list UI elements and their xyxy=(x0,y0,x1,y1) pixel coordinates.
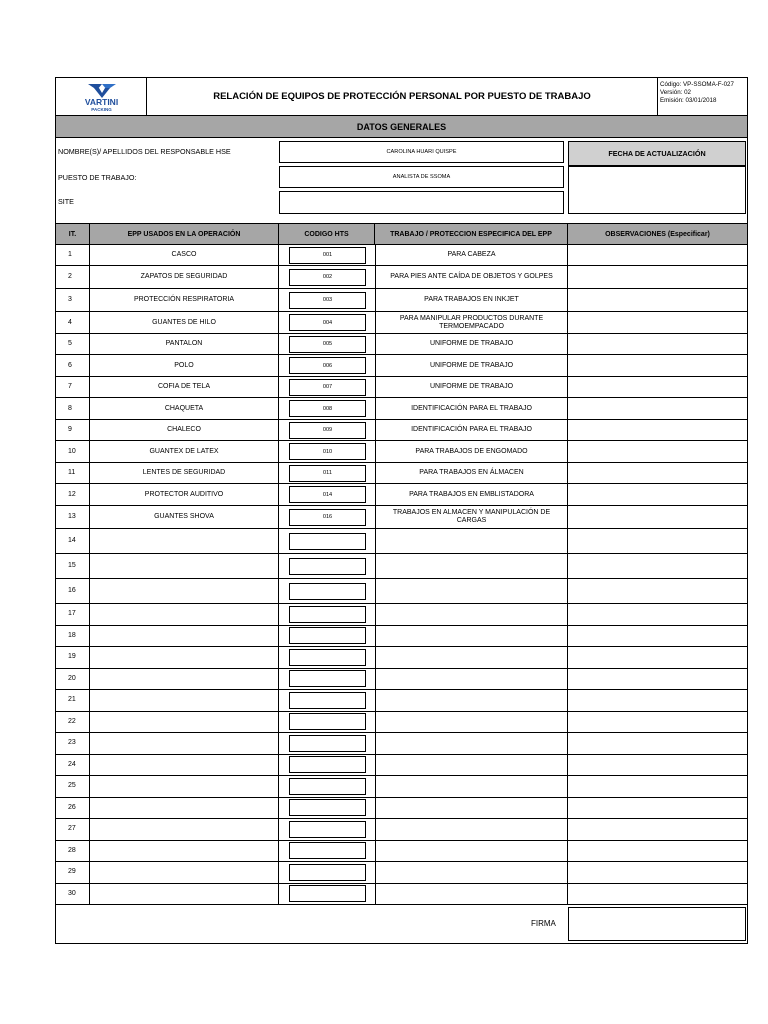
doc-emission: Emisión: 03/01/2018 xyxy=(660,97,717,104)
row-codigo-field[interactable] xyxy=(289,842,366,859)
table-row xyxy=(56,604,747,626)
row-codigo-cell xyxy=(288,420,367,440)
row-item-number: 13 xyxy=(56,506,90,528)
table-row xyxy=(56,377,747,398)
row-epp-cell[interactable]: GUANTES SHOVA xyxy=(90,506,279,528)
row-epp-cell[interactable]: PANTALON xyxy=(90,334,279,354)
row-item-number: 9 xyxy=(56,420,90,440)
row-trabajo-cell[interactable] xyxy=(375,554,568,578)
col-header-it: IT. xyxy=(56,224,90,244)
row-codigo-cell xyxy=(288,841,367,862)
row-item-number: 28 xyxy=(56,841,90,862)
row-codigo-cell xyxy=(288,669,367,690)
table-row xyxy=(56,529,747,554)
row-codigo-cell xyxy=(288,529,367,553)
table-row xyxy=(56,420,747,441)
row-item-number: 17 xyxy=(56,604,90,625)
row-codigo-field[interactable]: 014 xyxy=(289,486,366,503)
row-epp-cell[interactable] xyxy=(90,647,279,668)
row-epp-cell[interactable] xyxy=(90,755,279,776)
col-header-observaciones: OBSERVACIONES (Especificar) xyxy=(605,230,710,238)
row-trabajo-cell[interactable]: PARA MANIPULAR PRODUCTOS DURANTE TERMOEMPACADO xyxy=(375,312,568,333)
puesto-label: PUESTO DE TRABAJO: xyxy=(58,173,137,182)
row-trabajo-cell[interactable]: IDENTIFICACIÓN PARA EL TRABAJO xyxy=(375,398,568,419)
row-epp-cell[interactable]: PROTECTOR AUDITIVO xyxy=(90,484,279,505)
doc-version: Versión: 02 xyxy=(660,89,691,96)
responsable-label: NOMBRE(S)/ APELLIDOS DEL RESPONSABLE HSE xyxy=(58,147,231,156)
row-codigo-field[interactable] xyxy=(289,606,366,623)
row-epp-cell[interactable]: CHALECO xyxy=(90,420,279,440)
row-trabajo-cell[interactable]: UNIFORME DE TRABAJO xyxy=(375,355,568,376)
row-trabajo-cell[interactable] xyxy=(375,776,568,797)
row-observaciones-cell[interactable] xyxy=(568,884,747,905)
table-row xyxy=(56,884,747,906)
row-item-number: 7 xyxy=(56,377,90,397)
table-row xyxy=(56,776,747,798)
row-codigo-field[interactable]: 003 xyxy=(289,292,366,309)
row-codigo-cell xyxy=(288,289,367,311)
row-codigo-cell xyxy=(288,266,367,288)
row-observaciones-cell[interactable] xyxy=(568,755,747,776)
row-epp-cell[interactable] xyxy=(90,554,279,578)
row-trabajo-cell[interactable]: IDENTIFICACIÓN PARA EL TRABAJO xyxy=(375,420,568,440)
row-observaciones-cell[interactable] xyxy=(568,776,747,797)
row-epp-cell[interactable]: CHAQUETA xyxy=(90,398,279,419)
table-row xyxy=(56,398,747,420)
row-trabajo-cell[interactable] xyxy=(375,862,568,883)
row-trabajo-cell[interactable] xyxy=(375,579,568,603)
table-row xyxy=(56,441,747,463)
row-codigo-cell xyxy=(288,604,367,625)
col-header-codigo: CODIGO HTS xyxy=(279,224,375,244)
row-item-number: 20 xyxy=(56,669,90,690)
logo-sub: PACKING xyxy=(91,107,112,112)
row-codigo-cell xyxy=(288,819,367,840)
table-row xyxy=(56,733,747,755)
col-header-epp: EPP USADOS EN LA OPERACIÓN xyxy=(90,224,279,244)
row-epp-cell[interactable] xyxy=(90,776,279,797)
row-codigo-field[interactable]: 001 xyxy=(289,247,366,264)
row-trabajo-cell[interactable] xyxy=(375,798,568,819)
row-codigo-cell xyxy=(288,798,367,819)
row-observaciones-cell[interactable] xyxy=(568,862,747,883)
row-item-number: 1 xyxy=(56,245,90,265)
row-observaciones-cell[interactable] xyxy=(568,579,747,603)
table-row xyxy=(56,506,747,529)
row-item-number: 6 xyxy=(56,355,90,376)
table-row xyxy=(56,690,747,712)
row-trabajo-cell[interactable] xyxy=(375,755,568,776)
row-codigo-field[interactable] xyxy=(289,649,366,666)
row-codigo-field[interactable]: 002 xyxy=(289,269,366,286)
row-codigo-field[interactable] xyxy=(289,735,366,752)
row-item-number: 24 xyxy=(56,755,90,776)
firma-label: FIRMA xyxy=(531,919,556,928)
row-codigo-cell xyxy=(288,398,367,419)
row-codigo-cell xyxy=(288,463,367,483)
row-codigo-cell xyxy=(288,862,367,883)
row-item-number: 4 xyxy=(56,312,90,333)
row-observaciones-cell[interactable] xyxy=(568,819,747,840)
row-codigo-field[interactable]: 016 xyxy=(289,509,366,526)
row-item-number: 21 xyxy=(56,690,90,711)
row-item-number: 26 xyxy=(56,798,90,819)
table-row xyxy=(56,712,747,734)
row-observaciones-cell[interactable] xyxy=(568,798,747,819)
row-item-number: 15 xyxy=(56,554,90,578)
row-codigo-field[interactable] xyxy=(289,864,366,881)
row-item-number: 19 xyxy=(56,647,90,668)
row-codigo-field[interactable] xyxy=(289,778,366,795)
row-observaciones-cell[interactable] xyxy=(568,245,747,265)
row-item-number: 25 xyxy=(56,776,90,797)
row-codigo-cell xyxy=(288,441,367,462)
row-codigo-cell xyxy=(288,776,367,797)
row-item-number: 29 xyxy=(56,862,90,883)
row-epp-cell[interactable]: CASCO xyxy=(90,245,279,265)
firma-field[interactable] xyxy=(568,907,746,941)
site-label: SITE xyxy=(58,197,74,206)
row-trabajo-cell[interactable] xyxy=(375,690,568,711)
row-epp-cell[interactable] xyxy=(90,884,279,905)
row-codigo-cell xyxy=(288,755,367,776)
row-epp-cell[interactable] xyxy=(90,841,279,862)
document-title: RELACIÓN DE EQUIPOS DE PROTECCIÓN PERSONAL POR PUESTO DE TRABAJO xyxy=(147,78,658,115)
row-observaciones-cell[interactable] xyxy=(568,506,747,528)
row-epp-cell[interactable]: PROTECCIÓN RESPIRATORIA xyxy=(90,289,279,311)
table-row xyxy=(56,579,747,604)
row-trabajo-cell[interactable]: PARA TRABAJOS EN INKJET xyxy=(375,289,568,311)
row-codigo-field[interactable] xyxy=(289,558,366,575)
row-codigo-field[interactable] xyxy=(289,533,366,550)
row-item-number: 27 xyxy=(56,819,90,840)
row-epp-cell[interactable]: LENTES DE SEGURIDAD xyxy=(90,463,279,483)
row-observaciones-cell[interactable] xyxy=(568,733,747,754)
table-row xyxy=(56,463,747,484)
row-epp-cell[interactable] xyxy=(90,733,279,754)
table-row xyxy=(56,355,747,377)
row-observaciones-cell[interactable] xyxy=(568,398,747,419)
row-codigo-cell xyxy=(288,484,367,505)
table-header xyxy=(56,223,747,245)
row-observaciones-cell[interactable] xyxy=(568,355,747,376)
row-epp-cell[interactable] xyxy=(90,626,279,647)
row-codigo-cell xyxy=(288,334,367,354)
row-trabajo-cell[interactable] xyxy=(375,647,568,668)
row-codigo-field[interactable] xyxy=(289,756,366,773)
puesto-field[interactable]: ANALISTA DE SSOMA xyxy=(279,166,564,188)
row-observaciones-cell[interactable] xyxy=(568,266,747,288)
row-codigo-field[interactable]: 009 xyxy=(289,422,366,439)
row-epp-cell[interactable]: GUANTEX DE LATEX xyxy=(90,441,279,462)
company-logo xyxy=(56,78,147,115)
row-observaciones-cell[interactable] xyxy=(568,289,747,311)
row-codigo-field[interactable] xyxy=(289,583,366,600)
section-datos-generales: DATOS GENERALES xyxy=(56,115,747,138)
row-trabajo-cell[interactable] xyxy=(375,669,568,690)
row-trabajo-cell[interactable] xyxy=(375,884,568,905)
row-codigo-cell xyxy=(288,733,367,754)
row-codigo-cell xyxy=(288,245,367,265)
row-codigo-cell xyxy=(288,506,367,528)
row-codigo-field[interactable]: 010 xyxy=(289,443,366,460)
row-trabajo-cell[interactable]: PARA TRABAJOS EN ÁLMACEN xyxy=(375,463,568,483)
row-epp-cell[interactable] xyxy=(90,862,279,883)
row-item-number: 18 xyxy=(56,626,90,647)
table-row xyxy=(56,798,747,820)
row-observaciones-cell[interactable] xyxy=(568,484,747,505)
row-observaciones-cell[interactable] xyxy=(568,529,747,553)
row-epp-cell[interactable] xyxy=(90,712,279,733)
table-row xyxy=(56,312,747,334)
row-observaciones-cell[interactable] xyxy=(568,441,747,462)
col-header-trabajo: TRABAJO / PROTECCION ESPECIFICA DEL EPP xyxy=(375,224,568,244)
row-codigo-cell xyxy=(288,355,367,376)
row-trabajo-cell[interactable]: UNIFORME DE TRABAJO xyxy=(375,334,568,354)
row-codigo-field[interactable] xyxy=(289,627,366,644)
row-trabajo-cell[interactable]: PARA PIES ANTE CAÍDA DE OBJETOS Y GOLPES xyxy=(375,266,568,288)
document-meta xyxy=(658,81,748,105)
row-codigo-cell xyxy=(288,554,367,578)
row-trabajo-cell[interactable]: PARA TRABAJOS EN EMBLISTADORA xyxy=(375,484,568,505)
row-codigo-cell xyxy=(288,690,367,711)
table-row xyxy=(56,554,747,579)
row-item-number: 8 xyxy=(56,398,90,419)
form-sheet xyxy=(55,77,748,944)
responsable-field[interactable]: CAROLINA HUARI QUISPE xyxy=(279,141,564,163)
row-trabajo-cell[interactable] xyxy=(375,712,568,733)
row-epp-cell[interactable] xyxy=(90,529,279,553)
row-epp-cell[interactable] xyxy=(90,604,279,625)
row-item-number: 16 xyxy=(56,579,90,603)
row-epp-cell[interactable] xyxy=(90,669,279,690)
table-row xyxy=(56,755,747,777)
row-item-number: 30 xyxy=(56,884,90,905)
row-epp-cell[interactable] xyxy=(90,690,279,711)
row-codigo-field[interactable] xyxy=(289,692,366,709)
row-observaciones-cell[interactable] xyxy=(568,334,747,354)
row-codigo-cell xyxy=(288,579,367,603)
row-codigo-cell xyxy=(288,647,367,668)
row-epp-cell[interactable]: GUANTES DE HILO xyxy=(90,312,279,333)
row-codigo-field[interactable]: 005 xyxy=(289,336,366,353)
row-epp-cell[interactable] xyxy=(90,579,279,603)
row-trabajo-cell[interactable] xyxy=(375,841,568,862)
row-epp-cell[interactable]: ZAPATOS DE SEGURIDAD xyxy=(90,266,279,288)
row-observaciones-cell[interactable] xyxy=(568,463,747,483)
row-epp-cell[interactable] xyxy=(90,819,279,840)
row-codigo-field[interactable] xyxy=(289,885,366,902)
row-codigo-field[interactable]: 004 xyxy=(289,314,366,331)
row-codigo-field[interactable] xyxy=(289,670,366,687)
row-item-number: 12 xyxy=(56,484,90,505)
doc-code: Código: VP-SSOMA-F-027 xyxy=(660,81,734,88)
row-item-number: 10 xyxy=(56,441,90,462)
row-observaciones-cell[interactable] xyxy=(568,312,747,333)
row-codigo-cell xyxy=(288,312,367,333)
row-item-number: 22 xyxy=(56,712,90,733)
row-observaciones-cell[interactable] xyxy=(568,554,747,578)
row-codigo-cell xyxy=(288,377,367,397)
fecha-actualizacion-label: FECHA DE ACTUALIZACIÓN xyxy=(568,141,746,166)
row-item-number: 3 xyxy=(56,289,90,311)
table-row xyxy=(56,484,747,506)
row-codigo-field[interactable] xyxy=(289,713,366,730)
row-codigo-cell xyxy=(288,626,367,647)
logo-brand: VARTINI xyxy=(84,97,119,107)
row-codigo-field[interactable]: 008 xyxy=(289,400,366,417)
row-trabajo-cell[interactable] xyxy=(375,626,568,647)
table-row xyxy=(56,841,747,863)
row-observaciones-cell[interactable] xyxy=(568,690,747,711)
table-row xyxy=(56,669,747,691)
row-observaciones-cell[interactable] xyxy=(568,377,747,397)
row-item-number: 23 xyxy=(56,733,90,754)
row-epp-cell[interactable]: POLO xyxy=(90,355,279,376)
table-row xyxy=(56,334,747,355)
table-row xyxy=(56,626,747,648)
row-observaciones-cell[interactable] xyxy=(568,420,747,440)
row-codigo-cell xyxy=(288,884,367,905)
row-trabajo-cell[interactable]: PARA CABEZA xyxy=(375,245,568,265)
row-trabajo-cell[interactable] xyxy=(375,604,568,625)
row-observaciones-cell[interactable] xyxy=(568,626,747,647)
row-trabajo-cell[interactable] xyxy=(375,733,568,754)
fecha-actualizacion-field[interactable] xyxy=(568,166,746,214)
row-observaciones-cell[interactable] xyxy=(568,669,747,690)
row-epp-cell[interactable] xyxy=(90,798,279,819)
site-field[interactable] xyxy=(279,191,564,214)
vartini-logo-icon xyxy=(56,78,147,115)
row-codigo-field[interactable]: 007 xyxy=(289,379,366,396)
table-row xyxy=(56,862,747,884)
row-trabajo-cell[interactable] xyxy=(375,819,568,840)
row-item-number: 2 xyxy=(56,266,90,288)
row-trabajo-cell[interactable]: TRABAJOS EN ALMACEN Y MANIPULACIÓN DE CARGAS xyxy=(375,506,568,528)
table-row xyxy=(56,819,747,841)
row-codigo-field[interactable] xyxy=(289,821,366,838)
row-epp-cell[interactable]: COFIA DE TELA xyxy=(90,377,279,397)
row-codigo-cell xyxy=(288,712,367,733)
row-trabajo-cell[interactable] xyxy=(375,529,568,553)
table-row xyxy=(56,289,747,312)
row-observaciones-cell[interactable] xyxy=(568,841,747,862)
row-codigo-field[interactable]: 006 xyxy=(289,357,366,374)
table-row xyxy=(56,245,747,266)
row-item-number: 11 xyxy=(56,463,90,483)
firma-row xyxy=(56,905,747,943)
row-item-number: 14 xyxy=(56,529,90,553)
row-codigo-field[interactable]: 011 xyxy=(289,465,366,482)
table-row xyxy=(56,647,747,669)
table-row xyxy=(56,266,747,289)
row-observaciones-cell[interactable] xyxy=(568,604,747,625)
row-trabajo-cell[interactable]: PARA TRABAJOS DE ENGOMADO xyxy=(375,441,568,462)
row-trabajo-cell[interactable]: UNIFORME DE TRABAJO xyxy=(375,377,568,397)
row-observaciones-cell[interactable] xyxy=(568,712,747,733)
row-item-number: 5 xyxy=(56,334,90,354)
row-observaciones-cell[interactable] xyxy=(568,647,747,668)
row-codigo-field[interactable] xyxy=(289,799,366,816)
